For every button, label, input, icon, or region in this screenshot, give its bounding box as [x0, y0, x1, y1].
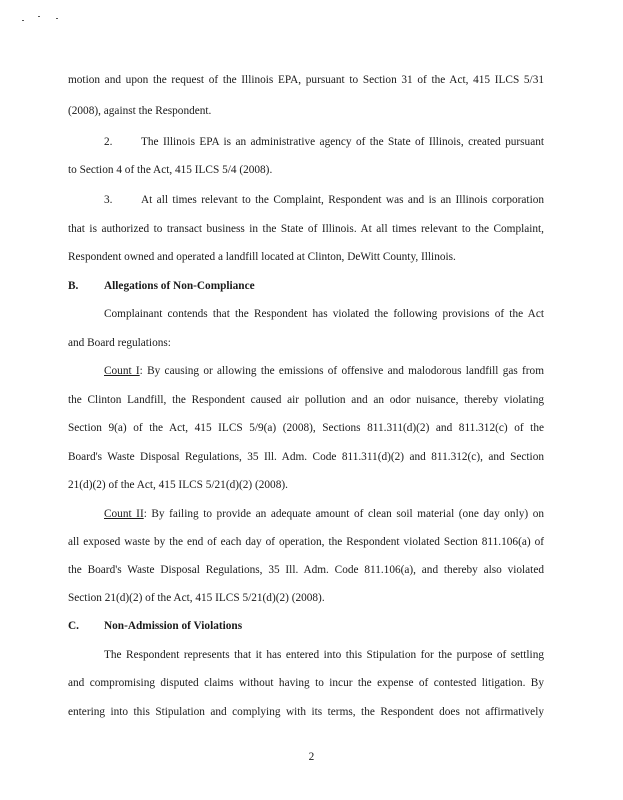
count1-line2: the Clinton Landfill, the Respondent caused air pollution and an odor nuisance, thereby violating — [68, 394, 544, 406]
para1-line2: (2008), against the Respondent. — [68, 105, 212, 117]
count2-line4: Section 21(d)(2) of the Act, 415 ILCS 5/21(d)(2) (2008). — [68, 592, 325, 604]
para2-number: 2. — [104, 136, 113, 148]
section-c-heading — [68, 619, 242, 633]
section-c-title: Non-Admission of Violations — [104, 620, 243, 632]
count2-line1 — [104, 507, 544, 521]
count2-line1-rest: : By failing to provide an adequate amount of clean soil material (one day only) on — [143, 508, 544, 520]
page-number: 2 — [308, 751, 315, 763]
scan-artifact — [38, 16, 40, 17]
section-c-line1: The Respondent represents that it has entered into this Stipulation for the purpose of settling — [104, 649, 544, 661]
count1-label: Count I — [104, 365, 140, 377]
count2-line3: the Board's Waste Disposal Regulations, 35 Ill. Adm. Code 811.106(a), and thereby also violated — [68, 564, 544, 576]
para3-line3: Respondent owned and operated a landfill located at Clinton, DeWitt County, Illinois. — [68, 251, 456, 263]
count1-line3: Section 9(a) of the Act, 415 ILCS 5/9(a) (2008), Sections 811.311(d)(2) and 811.312(c) of the — [68, 422, 544, 434]
section-b-letter: B. — [68, 280, 79, 292]
count2-line2: all exposed waste by the end of each day of operation, the Respondent violated Section 811.106(a) of — [68, 536, 544, 548]
section-c-letter: C. — [68, 620, 79, 632]
count1-line1 — [104, 364, 544, 378]
section-c-line3: entering into this Stipulation and complying with its terms, the Respondent does not affirmatively — [68, 706, 544, 718]
count1-line1-rest: : By causing or allowing the emissions of offensive and malodorous landfill gas from — [139, 365, 544, 377]
section-b-intro-line2: and Board regulations: — [68, 337, 171, 349]
para3-number: 3. — [104, 194, 113, 206]
para3-line1: At all times relevant to the Complaint, Respondent was and is an Illinois corporation — [141, 194, 544, 206]
para2-line1: The Illinois EPA is an administrative agency of the State of Illinois, created pursuant — [141, 136, 544, 148]
scan-artifact — [22, 20, 24, 21]
count2-label: Count II — [104, 508, 144, 520]
section-c-line2: and compromising disputed claims without having to incur the expense of contested litigation. By — [68, 677, 544, 689]
section-b-title: Allegations of Non-Compliance — [104, 280, 255, 292]
count1-line4: Board's Waste Disposal Regulations, 35 Ill. Adm. Code 811.311(d)(2) and 811.312(c), and Section — [68, 451, 544, 463]
para3-line2: that is authorized to transact business in the State of Illinois. At all times relevant to the Complaint, — [68, 223, 544, 235]
para1-line1: motion and upon the request of the Illinois EPA, pursuant to Section 31 of the Act, 415 ILCS 5/31 — [68, 74, 544, 86]
section-b-intro-line1: Complainant contends that the Respondent has violated the following provisions of the Act — [104, 308, 544, 320]
para2-line2: to Section 4 of the Act, 415 ILCS 5/4 (2008). — [68, 164, 273, 176]
scan-artifact — [56, 18, 58, 19]
section-b-heading — [68, 279, 255, 293]
count1-line5: 21(d)(2) of the Act, 415 ILCS 5/21(d)(2) (2008). — [68, 479, 288, 491]
